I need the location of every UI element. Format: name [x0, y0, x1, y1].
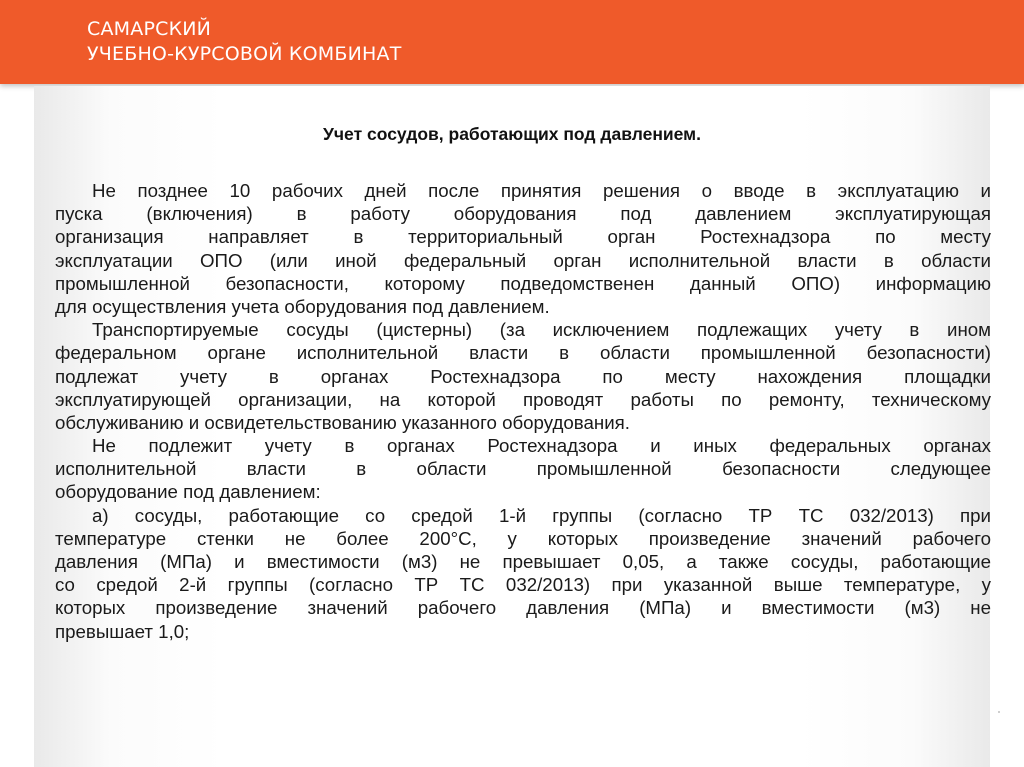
- body-line: Не подлежит учету в органах Ростехнадзора и иных федеральных органах: [92, 435, 991, 457]
- body-line: эксплуатации ОПО (или иной федеральный орган исполнительной власти в области: [55, 249, 991, 271]
- body-line: Транспортируемые сосуды (цистерны) (за исключением подлежащих учету в ином: [92, 319, 991, 341]
- body-line: которых произведение значений рабочего давления (МПа) и вместимости (м3) не: [55, 597, 991, 619]
- header-bar: [0, 0, 1024, 84]
- brand-line-1: САМАРСКИЙ: [87, 18, 212, 40]
- body-line: эксплуатирующей организации, на которой проводят работы по ремонту, техническому: [55, 388, 991, 410]
- document-title: Учет сосудов, работающих под давлением.: [323, 124, 701, 144]
- body-line: подлежат учету в органах Ростехнадзора по месту нахождения площадки: [55, 365, 991, 387]
- decorative-dot: [998, 711, 1000, 713]
- body-line: организация направляет в территориальный орган Ростехнадзора по месту: [55, 226, 991, 248]
- brand-logo-text: [87, 17, 402, 67]
- body-line: со средой 2-й группы (согласно ТР ТС 032/2013) при указанной выше температуре, у: [55, 574, 991, 596]
- body-line: федеральном органе исполнительной власти в области промышленной безопасности): [55, 342, 991, 364]
- body-line: оборудование под давлением:: [55, 481, 321, 503]
- body-line: Не позднее 10 рабочих дней после принятия решения о вводе в эксплуатацию и: [92, 180, 991, 201]
- body-line: пуска (включения) в работу оборудования под давлением эксплуатирующая: [55, 203, 991, 225]
- body-line: а) сосуды, работающие со средой 1-й группы (согласно ТР ТС 032/2013) при: [92, 504, 991, 526]
- body-line: температуре стенки не более 200°С, у которых произведение значений рабочего: [55, 527, 991, 549]
- document-body: [55, 179, 991, 643]
- body-line: для осуществления учета оборудования под давлением.: [55, 295, 550, 317]
- body-line: промышленной безопасности, которому подведомственен данный ОПО) информацию: [55, 272, 991, 294]
- body-line: исполнительной власти в области промышленной безопасности следующее: [55, 458, 991, 480]
- body-line: обслуживанию и освидетельствованию указанного оборудования.: [55, 411, 630, 433]
- brand-line-2: УЧЕБНО-КУРСОВОЙ КОМБИНАТ: [87, 43, 402, 65]
- body-line: превышает 1,0;: [55, 620, 190, 642]
- body-line: давления (МПа) и вместимости (м3) не превышает 0,05, а также сосуды, работающие: [55, 551, 991, 572]
